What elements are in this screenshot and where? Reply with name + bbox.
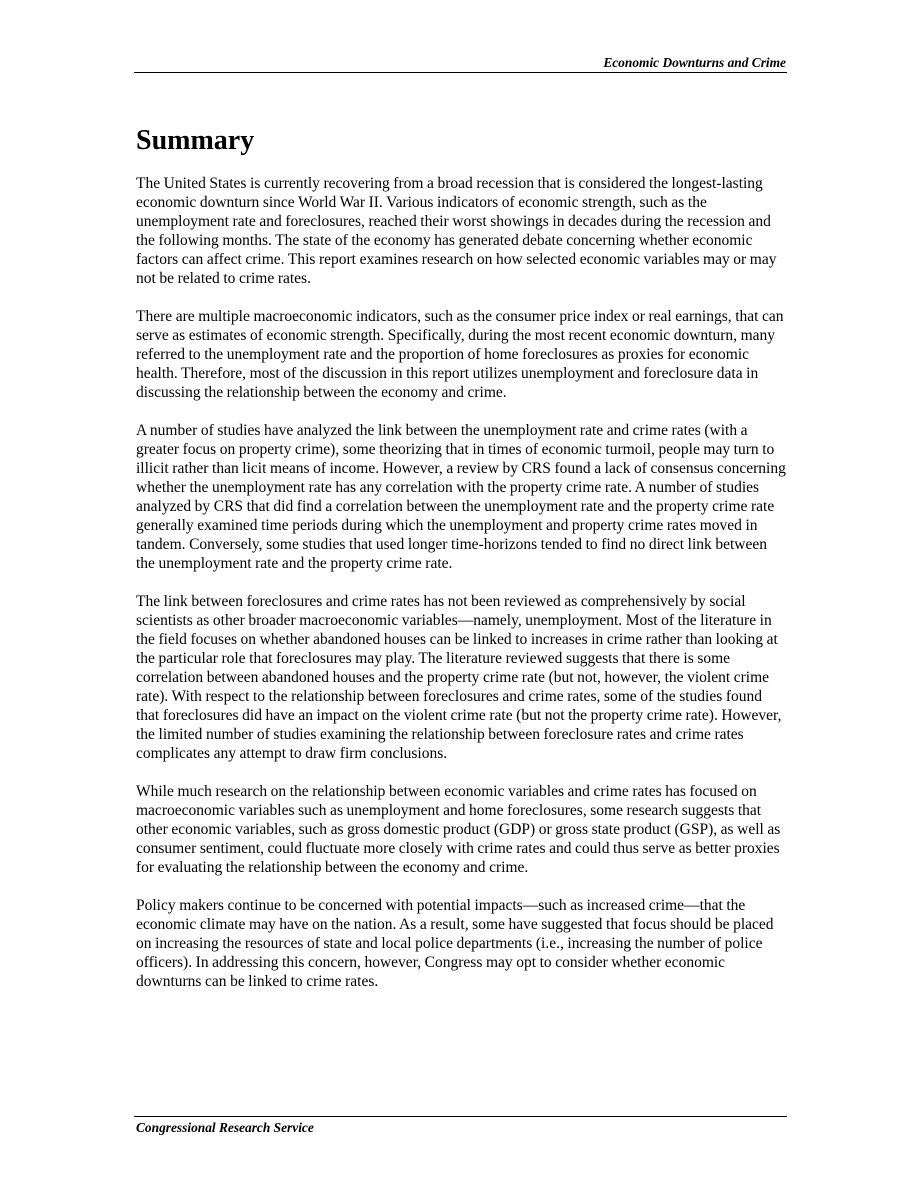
summary-body — [136, 174, 786, 1010]
paragraph: Policy makers continue to be concerned with potential impacts—such as increased crime—that the economic climate may have on the nation. As a result, some have suggested that focus should be placed on increasing the resources of state and local police departments (i.e., increasing the number of police officers). In addressing this concern, however, Congress may opt to consider whether economic downturns can be linked to crime rates. — [136, 897, 774, 990]
running-header: Economic Downturns and Crime — [603, 55, 786, 70]
paragraph: There are multiple macroeconomic indicators, such as the consumer price index or real earnings, that can serve as estimates of economic strength. Specifically, during the most recent economic downturn, many referred to the unemployment rate and the proportion of home foreclosures as proxies for economic health. Therefore, most of the discussion in this report utilizes unemployment and foreclosure data in discussing the relationship between the economy and crime. — [136, 308, 784, 401]
page-title: Summary — [136, 125, 255, 156]
running-footer: Congressional Research Service — [136, 1120, 314, 1135]
paragraph: While much research on the relationship between economic variables and crime rates has focused on macroeconomic variables such as unemployment and home foreclosures, some research suggests that other economic variables, such as gross domestic product (GDP) or gross state product (GSP), as well as consumer sentiment, could fluctuate more closely with crime rates and could thus serve as better proxies for evaluating the relationship between the economy and crime. — [136, 783, 781, 876]
footer-rule — [134, 1116, 787, 1117]
header-rule — [134, 72, 787, 73]
paragraph: A number of studies have analyzed the link between the unemployment rate and crime rates (with a greater focus on property crime), some theorizing that in times of economic turmoil, people may turn to illicit rather than licit means of income. However, a review by CRS found a lack of consensus concerning whether the unemployment rate has any correlation with the property crime rate. A number of studies analyzed by CRS that did find a correlation between the unemployment rate and the property crime rate generally examined time periods during which the unemployment and property crime rates moved in tandem. Conversely, some studies that used longer time-horizons tended to find no direct link between the unemployment rate and the property crime rate. — [136, 422, 786, 572]
paragraph: The United States is currently recovering from a broad recession that is considered the longest-lasting economic downturn since World War II. Various indicators of economic strength, such as the unemployment rate and foreclosures, reached their worst showings in decades during the recession and the following months. The state of the economy has generated debate concerning whether economic factors can affect crime. This report examines research on how selected economic variables may or may not be related to crime rates. — [136, 175, 777, 287]
paragraph: The link between foreclosures and crime rates has not been reviewed as comprehensively by social scientists as other broader macroeconomic variables—namely, unemployment. Most of the literature in the field focuses on whether abandoned houses can be linked to increases in crime rather than looking at the particular role that foreclosures may play. The literature reviewed suggests that there is some correlation between abandoned houses and the property crime rate (but not, however, the violent crime rate). With respect to the relationship between foreclosures and crime rates, some of the studies found that foreclosures did have an impact on the violent crime rate (but not the property crime rate). However, the limited number of studies examining the relationship between foreclosure rates and crime rates complicates any attempt to draw firm conclusions. — [136, 593, 782, 762]
